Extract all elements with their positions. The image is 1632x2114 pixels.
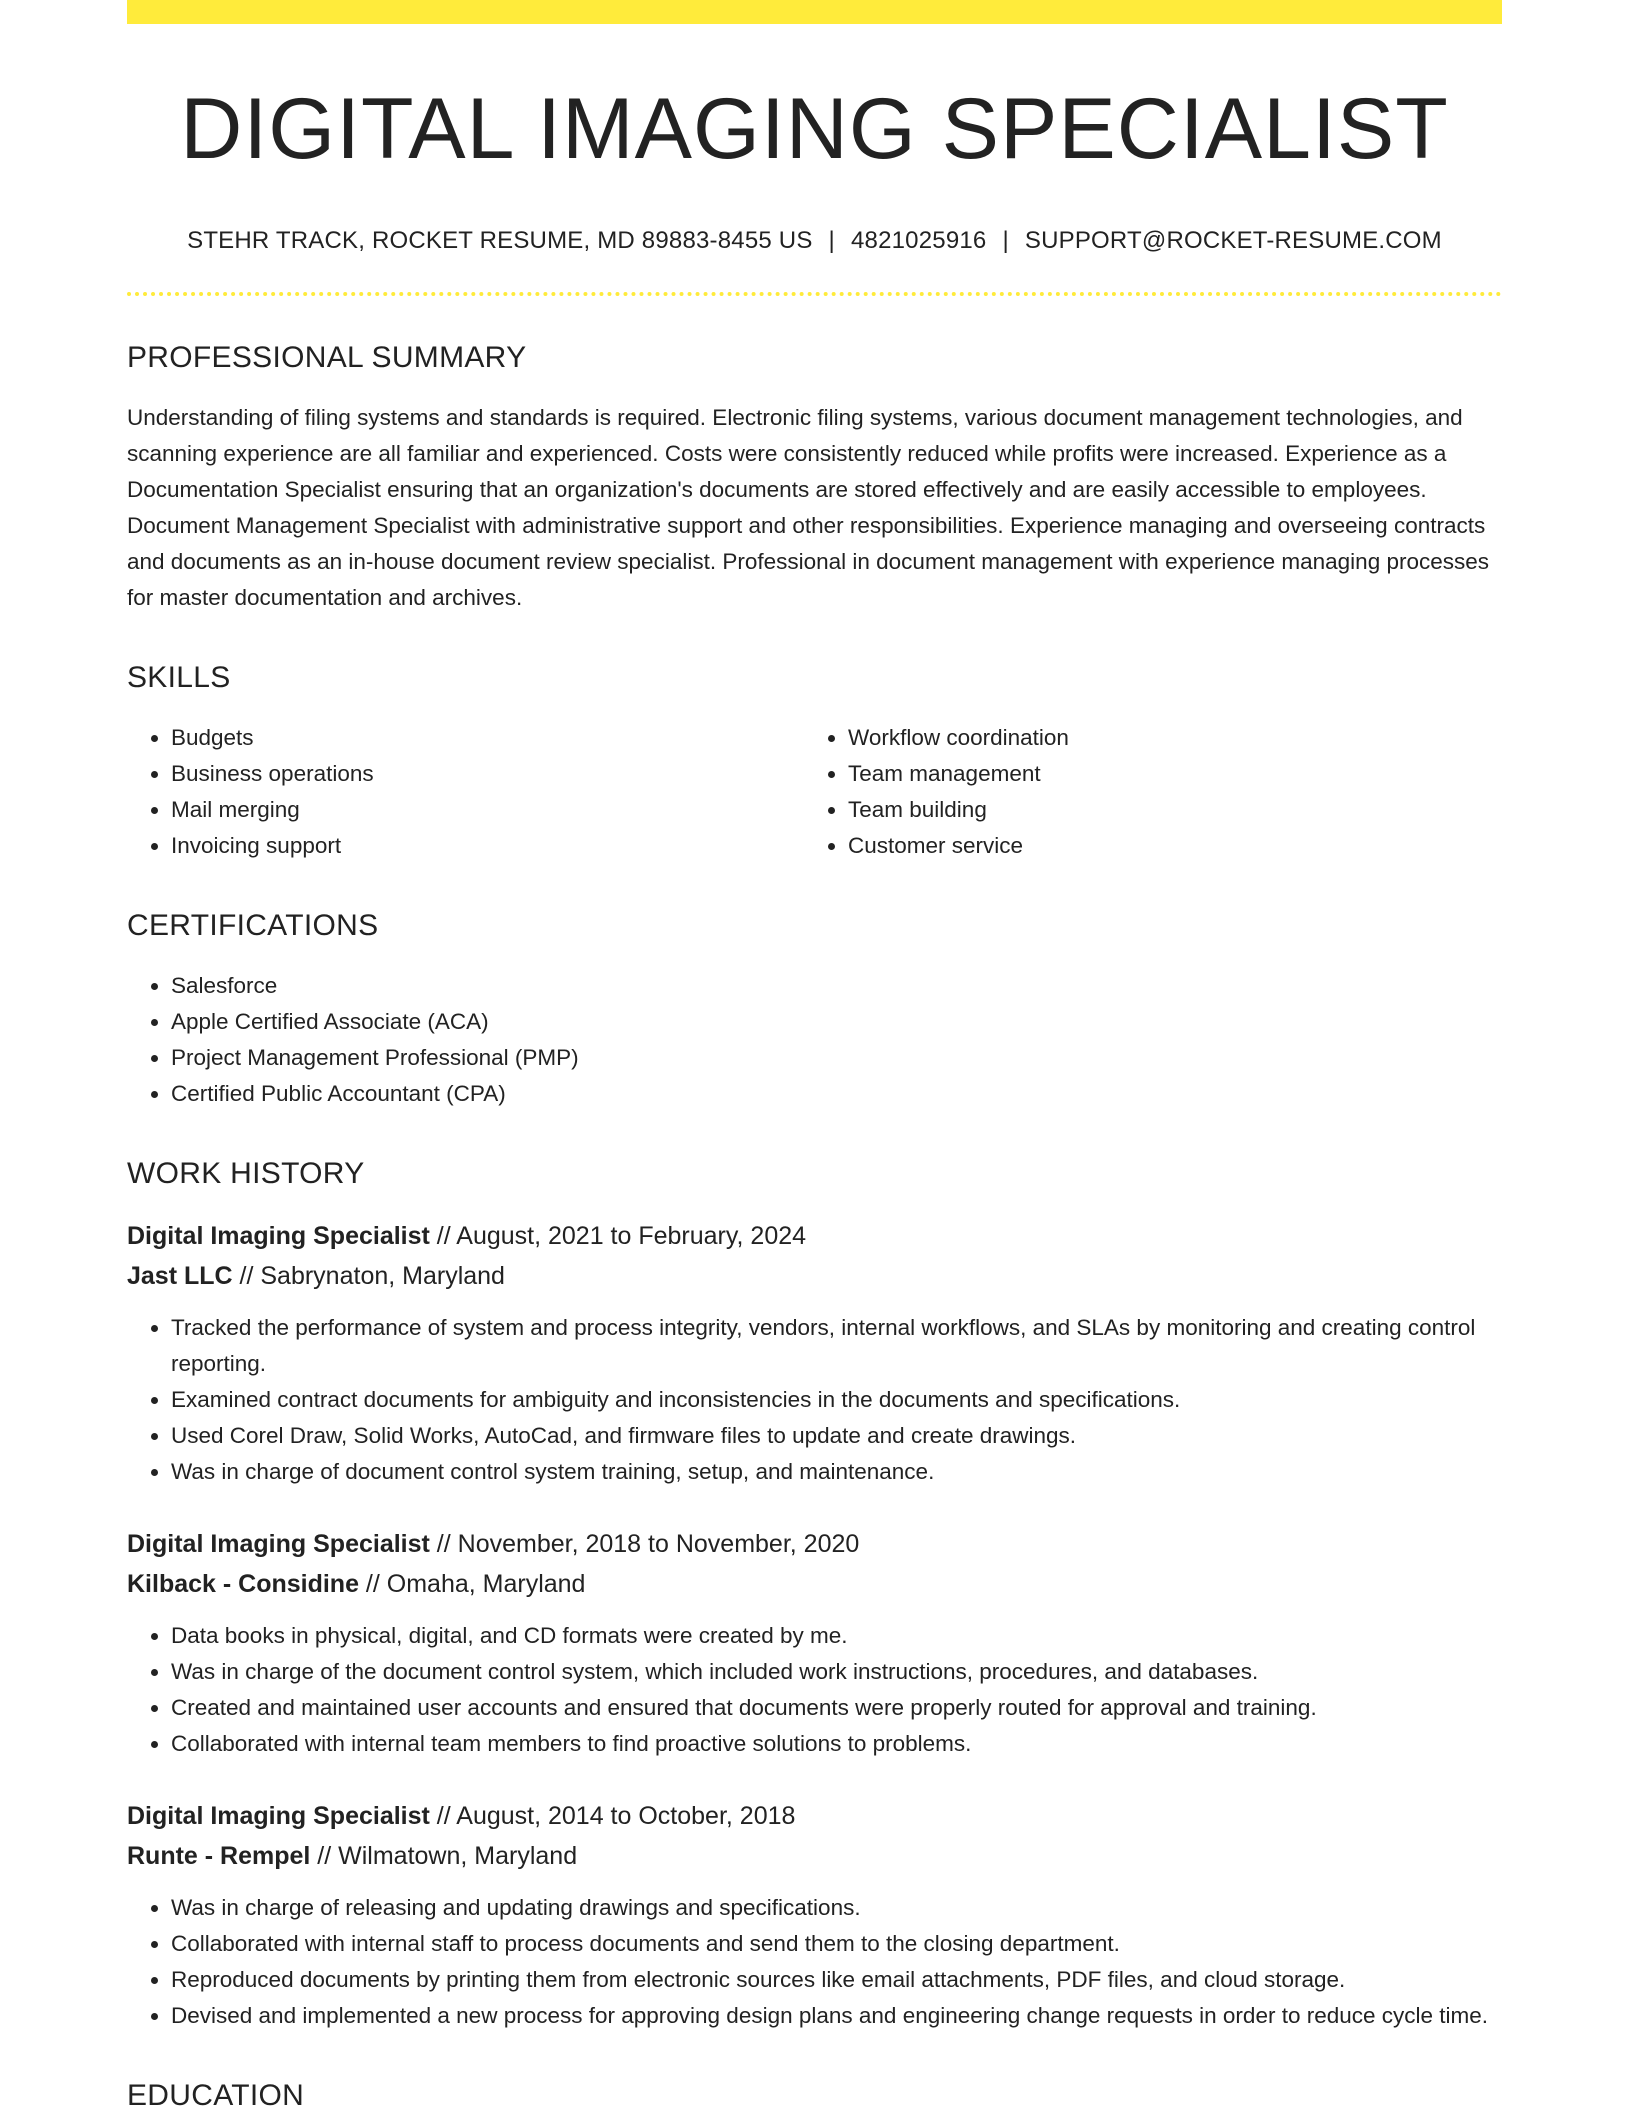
certifications-list [127,968,1502,1112]
job-bullet: • Tracked the performance of system and process integrity, vendors, internal workflows, and SLAs by monitoring and creating control reporting. [171,1310,1502,1382]
job-bullet: • Devised and implemented a new process for approving design plans and engineering change requests in order to reduce cycle time. [171,1998,1502,2034]
job-bullet: • Was in charge of the document control system, which included work instructions, procedures, and databases. [171,1654,1502,1690]
job-title: Digital Imaging Specialist [127,1530,430,1559]
skills-list-right [804,720,1481,864]
job-bullet: • Examined contract documents for ambiguity and inconsistencies in the documents and specifications. [171,1382,1502,1418]
skills-list-left [127,720,804,864]
job-title-line [127,1796,1502,1836]
skill-item: • Workflow coordination [848,720,1481,756]
skill-item: • Team building [848,792,1481,828]
skills-heading: SKILLS [127,661,231,695]
job-company-line [127,1836,1502,1876]
skill-item: • Team management [848,756,1481,792]
job-bullet: • Reproduced documents by printing them from electronic sources like email attachments, PDF files, and cloud storage. [171,1962,1502,1998]
job-entry [127,1216,1502,1490]
job-title: Digital Imaging Specialist [127,1222,430,1251]
job-dates: // November, 2018 to November, 2020 [429,1530,860,1559]
resume-page [127,0,1502,2114]
education-heading: EDUCATION [127,2079,305,2113]
contact-email: SUPPORT@ROCKET-RESUME.COM [1024,226,1442,254]
job-bullet: • Collaborated with internal team members to find proactive solutions to problems. [171,1726,1502,1762]
skill-item: • Budgets [171,720,804,756]
job-bullet: • Was in charge of releasing and updating drawings and specifications. [171,1890,1502,1926]
job-bullet: • Collaborated with internal staff to process documents and send them to the closing department. [171,1926,1502,1962]
dotted-divider [127,292,1502,296]
job-entry [127,1524,1502,1762]
certification-item: • Project Management Professional (PMP) [171,1040,1502,1076]
job-bullet: • Used Corel Draw, Solid Works, AutoCad, and firmware files to update and create drawings. [171,1418,1502,1454]
skill-item: • Business operations [171,756,804,792]
job-title-line [127,1216,1502,1256]
skill-item: • Customer service [848,828,1481,864]
job-dates: // August, 2021 to February, 2024 [429,1222,807,1251]
work-history-heading: WORK HISTORY [127,1157,365,1191]
job-bullets [127,1310,1502,1490]
contact-line [127,225,1502,256]
skill-item: • Mail merging [171,792,804,828]
job-company: Kilback - Considine [127,1570,359,1599]
job-location: // Wilmatown, Maryland [310,1842,578,1871]
job-title-line [127,1524,1502,1564]
certification-item: • Salesforce [171,968,1502,1004]
summary-heading: PROFESSIONAL SUMMARY [127,341,527,375]
contact-separator: | [828,226,835,254]
job-company: Jast LLC [127,1262,233,1291]
job-bullet: • Data books in physical, digital, and CD formats were created by me. [171,1618,1502,1654]
certification-item: • Certified Public Accountant (CPA) [171,1076,1502,1112]
certifications-heading: CERTIFICATIONS [127,909,379,943]
job-company-line [127,1564,1502,1604]
job-bullets [127,1618,1502,1762]
skills-columns [127,720,1502,864]
job-location: // Omaha, Maryland [358,1570,586,1599]
job-title: Digital Imaging Specialist [127,1802,430,1831]
summary-text: Understanding of filing systems and standards is required. Electronic filing systems, various document management technologies, and scanning experience are all familiar and experienced. Costs were consistently reduced while profits were increased. Experience as a Documentation Specialist ensuring that an organization's documents are stored effectively and are easily accessible to employees. Document Management Specialist with administrative support and other responsibilities. Experience managing and overseeing contracts and documents as an in-house document review specialist. Professional in document management with experience managing processes for master documentation and archives. [127,405,1490,611]
job-bullet: • Created and maintained user accounts and ensured that documents were properly routed for approval and training. [171,1690,1502,1726]
skill-item: • Invoicing support [171,828,804,864]
job-bullets [127,1890,1502,2034]
resume-title: DIGITAL IMAGING SPECIALIST [180,81,1449,177]
job-entry [127,1796,1502,2034]
job-bullet: • Was in charge of document control system training, setup, and maintenance. [171,1454,1502,1490]
job-company: Runte - Rempel [127,1842,311,1871]
contact-address: STEHR TRACK, ROCKET RESUME, MD 89883-8455 US [187,226,813,254]
job-company-line [127,1256,1502,1296]
job-dates: // August, 2014 to October, 2018 [429,1802,796,1831]
job-location: // Sabrynaton, Maryland [232,1262,505,1291]
contact-phone: 4821025916 [850,226,987,254]
contact-separator: | [1002,226,1009,254]
accent-bar [127,0,1502,24]
certification-item: • Apple Certified Associate (ACA) [171,1004,1502,1040]
